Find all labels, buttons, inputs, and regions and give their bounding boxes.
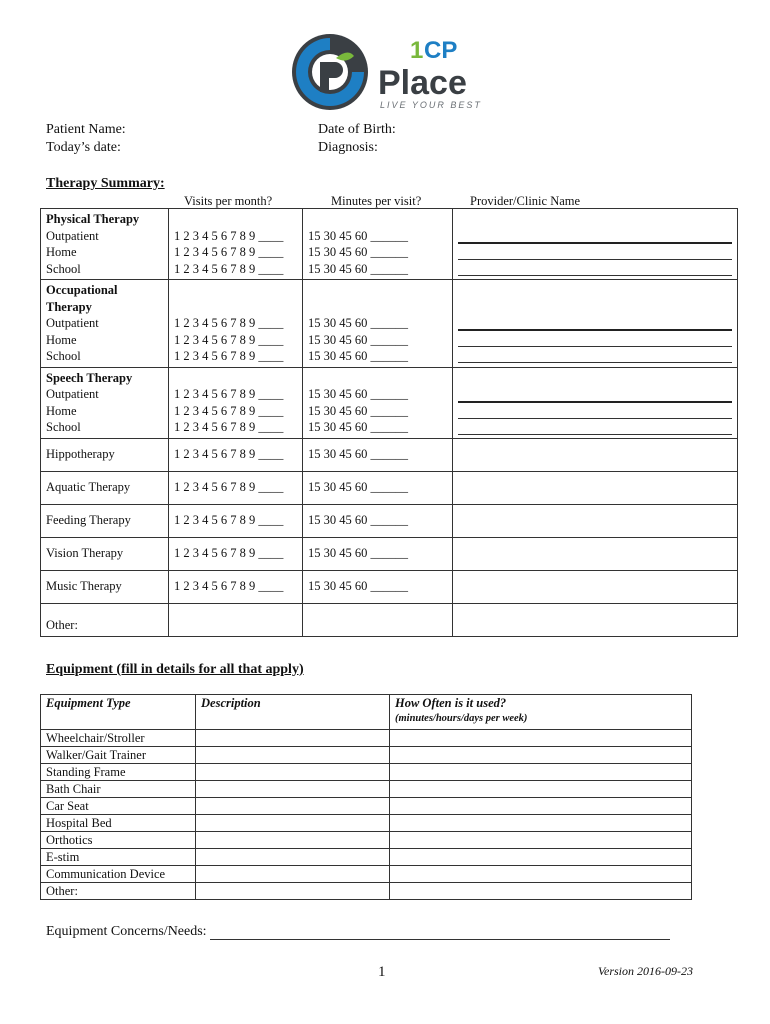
equipment-frequency-cell[interactable] [390,883,692,900]
visits-scale[interactable]: 1 2 3 4 5 6 7 8 9 ____ [169,438,303,471]
visits-scale[interactable]: 1 2 3 4 5 6 7 8 9 ____ [174,261,284,276]
minutes-cell[interactable] [303,367,453,438]
provider-cell[interactable] [453,438,738,471]
how-often-header [390,695,692,730]
visits-scale[interactable]: 1 2 3 4 5 6 7 8 9 ____ [174,387,284,401]
visits-scale[interactable]: 1 2 3 4 5 6 7 8 9 ____ [169,570,303,603]
therapy-single-row [41,471,738,504]
visits-scale[interactable]: 1 2 3 4 5 6 7 8 9 ____ [174,403,284,418]
minutes-cell[interactable] [303,603,453,636]
equipment-concerns [46,924,670,940]
provider-cell[interactable] [453,603,738,636]
minutes-scale[interactable]: 15 30 45 60 ______ [303,504,453,537]
visits-scale[interactable]: 1 2 3 4 5 6 7 8 9 ____ [174,245,284,259]
therapy-summary-title: Therapy Summary: [46,176,165,191]
spacer [174,370,297,387]
minutes-scale[interactable]: 15 30 45 60 ______ [303,570,453,603]
provider-line[interactable] [458,260,732,276]
therapy-setting-label: Home [46,332,77,347]
spacer [174,211,297,228]
spacer [308,282,447,299]
page-number: 1 [378,964,386,980]
equipment-type: Other: [41,883,196,900]
logo-tagline: LIVE YOUR BEST [380,100,482,110]
minutes-scale[interactable]: 15 30 45 60 ______ [308,261,408,276]
provider-line[interactable] [458,347,732,363]
equipment-description-cell[interactable] [196,832,390,849]
equipment-row [41,781,692,798]
equipment-description-cell[interactable] [196,815,390,832]
equipment-type-header: Equipment Type [41,695,196,730]
description-header: Description [196,695,390,730]
equipment-description-cell[interactable] [196,730,390,747]
minutes-scale[interactable]: 15 30 45 60 ______ [303,438,453,471]
visits-scale[interactable]: 1 2 3 4 5 6 7 8 9 ____ [174,349,284,363]
equipment-frequency-cell[interactable] [390,747,692,764]
equipment-frequency-cell[interactable] [390,849,692,866]
version-label: Version 2016-09-23 [598,964,693,978]
logo-word: Place [378,64,467,102]
minutes-scale[interactable]: 15 30 45 60 ______ [308,403,408,418]
spacer [308,211,447,228]
equipment-type: Standing Frame [41,764,196,781]
minutes-scale[interactable]: 15 30 45 60 ______ [303,537,453,570]
therapy-group-cell [41,367,169,438]
equipment-description-cell[interactable] [196,781,390,798]
therapy-other-label: Other: [41,603,169,636]
therapy-group-cell [41,209,169,280]
equipment-frequency-cell[interactable] [390,832,692,849]
visits-cell[interactable] [169,603,303,636]
minutes-scale[interactable]: 15 30 45 60 ______ [308,332,408,347]
equipment-frequency-cell[interactable] [390,764,692,781]
visits-scale[interactable]: 1 2 3 4 5 6 7 8 9 ____ [169,537,303,570]
provider-cell[interactable] [453,570,738,603]
visits-scale[interactable]: 1 2 3 4 5 6 7 8 9 ____ [174,228,284,243]
dob-label: Date of Birth: [318,122,396,137]
how-often-sub-label: (minutes/hours/days per week) [395,713,528,724]
visits-column-header: Visits per month? [184,194,273,208]
visits-cell[interactable] [169,209,303,280]
therapy-group-row [41,367,738,438]
provider-cell[interactable] [453,280,738,368]
diagnosis-label: Diagnosis: [318,140,378,155]
provider-column-header: Provider/Clinic Name [470,194,581,208]
provider-cell[interactable] [453,537,738,570]
todays-date-label: Today’s date: [46,140,121,155]
equipment-description-cell[interactable] [196,849,390,866]
therapy-setting-label: Home [46,245,77,259]
provider-line[interactable] [458,419,732,435]
equipment-row [41,747,692,764]
logo-number: 1 [410,37,424,64]
therapy-single-row [41,537,738,570]
equipment-row [41,883,692,900]
provider-line[interactable] [458,403,732,419]
equipment-type: Walker/Gait Trainer [41,747,196,764]
equipment-type: Car Seat [41,798,196,815]
visits-scale[interactable]: 1 2 3 4 5 6 7 8 9 ____ [169,471,303,504]
logo-mark [292,28,482,114]
therapy-other-row [41,603,738,636]
provider-line[interactable] [458,227,732,244]
equipment-row [41,866,692,883]
equipment-row [41,730,692,747]
therapy-summary-table [40,208,738,637]
equipment-row [41,798,692,815]
therapy-name: Aquatic Therapy [41,471,169,504]
equipment-type: E-stim [41,849,196,866]
minutes-cell[interactable] [303,280,453,368]
logo-letters: CP [424,37,458,64]
therapy-setting-label: School [46,261,81,276]
equipment-frequency-cell[interactable] [390,798,692,815]
minutes-scale[interactable]: 15 30 45 60 ______ [308,420,408,434]
therapy-setting-label: Outpatient [46,387,99,401]
equipment-description-cell[interactable] [196,764,390,781]
equipment-concerns-line[interactable] [210,925,670,940]
therapy-single-row [41,570,738,603]
equipment-type: Bath Chair [41,781,196,798]
spacer [174,299,297,316]
therapy-group-cell [41,280,169,368]
equipment-row [41,815,692,832]
minutes-scale[interactable]: 15 30 45 60 ______ [308,228,408,243]
equipment-description-cell[interactable] [196,747,390,764]
therapy-setting-label: Outpatient [46,316,99,330]
logo [292,28,482,114]
equipment-table [40,694,692,900]
spacer [308,370,447,387]
visits-scale[interactable]: 1 2 3 4 5 6 7 8 9 ____ [174,316,284,330]
therapy-group-name: Speech Therapy [46,370,133,385]
equipment-title: Equipment (fill in details for all that apply) [46,662,304,677]
equipment-concerns-label: Equipment Concerns/Needs: [46,924,207,939]
minutes-scale[interactable]: 15 30 45 60 ______ [303,471,453,504]
visits-scale[interactable]: 1 2 3 4 5 6 7 8 9 ____ [169,504,303,537]
visits-cell[interactable] [169,280,303,368]
equipment-description-cell[interactable] [196,866,390,883]
visits-cell[interactable] [169,367,303,438]
therapy-group-row [41,209,738,280]
equipment-type: Orthotics [41,832,196,849]
equipment-description-cell[interactable] [196,798,390,815]
therapy-group-row [41,280,738,368]
therapy-setting-label: Home [46,403,77,418]
provider-cell[interactable] [453,209,738,280]
how-often-label: How Often is it used? [395,696,507,710]
equipment-row [41,764,692,781]
therapy-name: Vision Therapy [41,537,169,570]
therapy-name: Feeding Therapy [41,504,169,537]
equipment-type: Communication Device [41,866,196,883]
therapy-group-name: Occupational Therapy [46,283,118,314]
patient-name-label: Patient Name: [46,122,126,137]
equipment-frequency-cell[interactable] [390,730,692,747]
minutes-scale[interactable]: 15 30 45 60 ______ [308,316,408,330]
equipment-row [41,849,692,866]
therapy-single-row [41,504,738,537]
provider-line[interactable] [458,244,732,260]
spacer [308,299,447,316]
equipment-frequency-cell[interactable] [390,866,692,883]
provider-line[interactable] [458,386,732,403]
provider-cell[interactable] [453,504,738,537]
minutes-scale[interactable]: 15 30 45 60 ______ [308,245,408,259]
provider-line[interactable] [458,331,732,347]
minutes-cell[interactable] [303,209,453,280]
therapy-name: Music Therapy [41,570,169,603]
minutes-column-header: Minutes per visit? [331,194,422,208]
provider-line[interactable] [458,314,732,331]
therapy-group-name: Physical Therapy [46,212,140,226]
equipment-type: Hospital Bed [41,815,196,832]
spacer [174,282,297,299]
equipment-frequency-cell[interactable] [390,781,692,798]
visits-scale[interactable]: 1 2 3 4 5 6 7 8 9 ____ [174,332,284,347]
provider-cell[interactable] [453,367,738,438]
therapy-single-row [41,438,738,471]
equipment-type: Wheelchair/Stroller [41,730,196,747]
minutes-scale[interactable]: 15 30 45 60 ______ [308,387,408,401]
minutes-scale[interactable]: 15 30 45 60 ______ [308,349,408,363]
equipment-frequency-cell[interactable] [390,815,692,832]
equipment-description-cell[interactable] [196,883,390,900]
equipment-header-row [41,695,692,730]
therapy-setting-label: School [46,349,81,363]
provider-cell[interactable] [453,471,738,504]
therapy-name: Hippotherapy [41,438,169,471]
therapy-setting-label: Outpatient [46,228,99,243]
visits-scale[interactable]: 1 2 3 4 5 6 7 8 9 ____ [174,420,284,434]
equipment-row [41,832,692,849]
therapy-setting-label: School [46,420,81,434]
